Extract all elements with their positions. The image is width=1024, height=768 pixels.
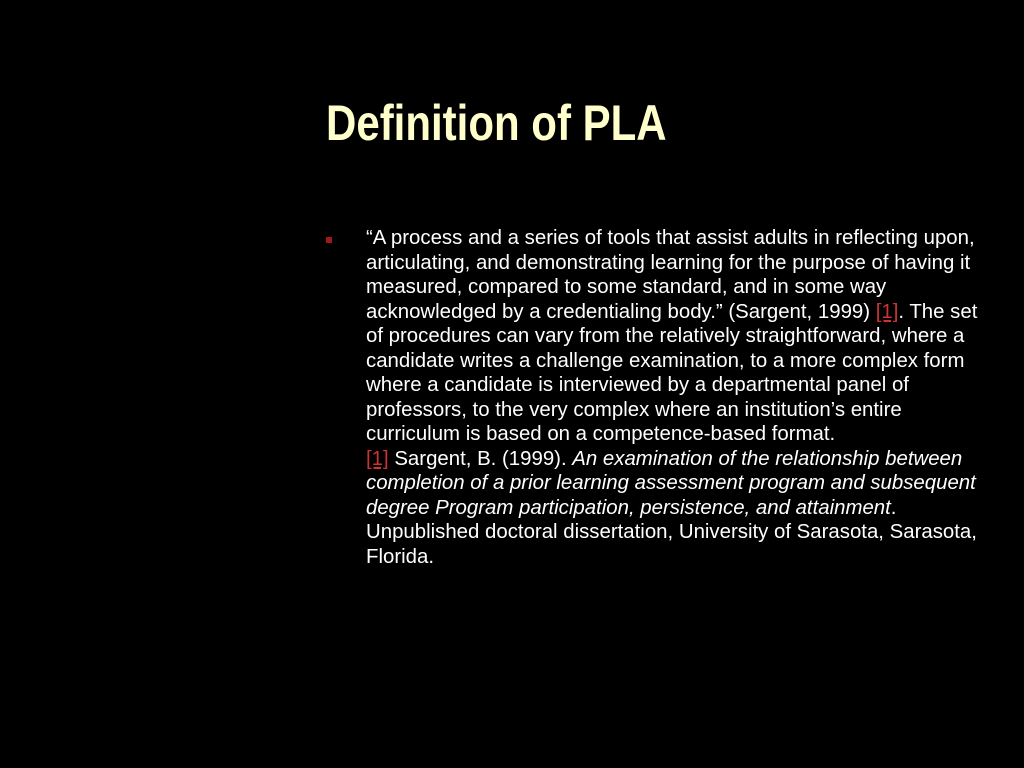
footnote-author: Sargent, B. (1999). — [388, 447, 573, 470]
procedures-text: . The set of procedures can vary from the relatively straightforward, where a candidate writes a challenge examination, to a more complex form where a candidate is interviewed by a departmental panel of professors, to the very complex where an institution’s entire curriculum is based on a competence-based format. — [366, 300, 978, 445]
definition-quote: “A process and a series of tools that assist adults in reflecting upon, articulating, and demonstrating learning for the purpose of having it measured, compared to some standard, and in some way acknowledged by a credentialing body.” (Sargent, 1999) — [366, 227, 975, 323]
footnote-title: An examination of the relationship between completion of a prior learning assessment program and subsequent degree Program participation, persistence, and attainment — [366, 447, 976, 519]
slide-title: Definition of PLA — [326, 95, 667, 151]
slide-content — [326, 226, 990, 569]
footnote-marker-link[interactable]: [1] — [366, 447, 389, 470]
footnote-rest: . Unpublished doctoral dissertation, University of Sarasota, Sarasota, Florida. — [366, 496, 977, 568]
bullet-text — [366, 226, 990, 569]
square-bullet-icon — [326, 237, 332, 243]
citation-link[interactable]: [1] — [875, 300, 899, 323]
